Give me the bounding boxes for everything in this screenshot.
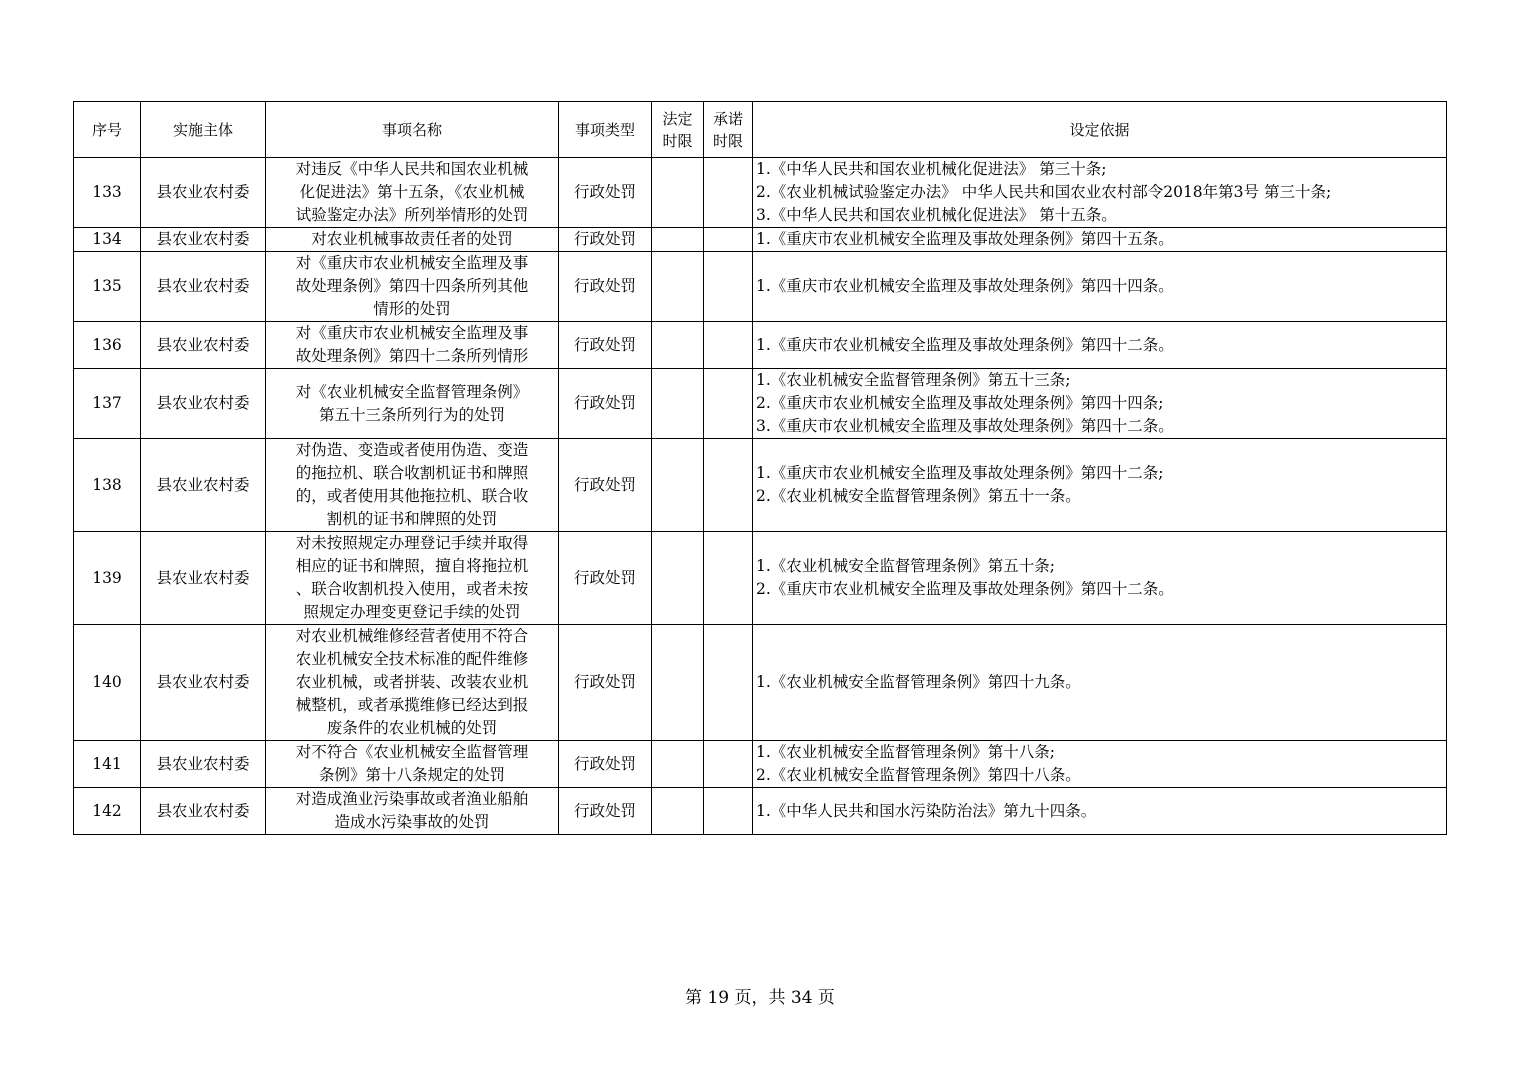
cell-item-type: 行政处罚 (559, 741, 652, 788)
cell-item-name-line: 第五十三条所列行为的处罚 (318, 405, 505, 424)
cell-promise-limit (704, 741, 753, 788)
cell-item-name-line: 械整机，或者承揽维修已经达到报 (295, 696, 529, 714)
cell-item-name-line: 对造成渔业污染事故或者渔业船舶 (295, 790, 529, 808)
cell-basis (753, 369, 1447, 439)
table-row (74, 439, 1447, 532)
table-row (74, 625, 1447, 741)
cell-subject: 县农业农村委 (141, 252, 266, 322)
cell-item-name (266, 788, 559, 835)
cell-basis-line: 1.《中华人民共和国农业机械化促进法》 第三十条; (756, 160, 1107, 178)
cell-item-name-line: 对农业机械维修经营者使用不符合 (295, 627, 529, 645)
cell-basis-line: 2.《重庆市农业机械安全监理及事故处理条例》第四十二条。 (756, 580, 1174, 598)
cell-item-name-line: 情形的处罚 (373, 300, 451, 318)
cell-basis-line: 2.《农业机械安全监督管理条例》第四十八条。 (756, 766, 1081, 784)
cell-item-name-line: 废条件的农业机械的处罚 (326, 719, 498, 737)
cell-item-name (266, 439, 559, 532)
cell-item-name-line: 对违反《中华人民共和国农业机械 (295, 160, 529, 178)
cell-legal-limit (652, 788, 704, 835)
cell-legal-limit (652, 322, 704, 369)
cell-basis-line: 3.《重庆市农业机械安全监理及事故处理条例》第四十二条。 (756, 417, 1174, 435)
cell-seq: 141 (74, 741, 141, 788)
cell-subject: 县农业农村委 (141, 788, 266, 835)
cell-basis-line: 1.《农业机械安全监督管理条例》第十八条; (756, 743, 1056, 761)
cell-item-name-line: 对不符合《农业机械安全监督管理 (295, 743, 529, 761)
header-basis: 设定依据 (753, 102, 1447, 158)
cell-item-name-line: 条例》第十八条规定的处罚 (318, 766, 505, 784)
cell-basis-line: 1.《农业机械安全监督管理条例》第五十条; (756, 557, 1056, 575)
cell-item-name (266, 741, 559, 788)
table-body (74, 158, 1447, 835)
header-legal-limit-line: 法定 (662, 109, 693, 128)
cell-promise-limit (704, 158, 753, 228)
cell-basis-line: 1.《中华人民共和国水污染防治法》第九十四条。 (756, 801, 1097, 820)
cell-item-name-line: 农业机械安全技术标准的配件维修 (295, 650, 529, 668)
cell-basis (753, 439, 1447, 532)
cell-item-type: 行政处罚 (559, 439, 652, 532)
header-item-type: 事项类型 (559, 102, 652, 158)
cell-legal-limit (652, 439, 704, 532)
cell-basis (753, 252, 1447, 322)
cell-basis (753, 228, 1447, 252)
header-row (74, 102, 1447, 158)
cell-item-name-line: 的拖拉机、联合收割机证书和牌照 (295, 464, 529, 482)
cell-item-name-line: 对《重庆市农业机械安全监理及事 (295, 324, 529, 342)
cell-basis-line: 1.《重庆市农业机械安全监理及事故处理条例》第四十五条。 (756, 230, 1174, 248)
cell-legal-limit (652, 741, 704, 788)
cell-basis-line: 1.《农业机械安全监督管理条例》第四十九条。 (756, 673, 1081, 691)
permissions-table (73, 101, 1447, 835)
cell-promise-limit (704, 439, 753, 532)
header-subject: 实施主体 (141, 102, 266, 158)
cell-promise-limit (704, 322, 753, 369)
cell-seq: 134 (74, 228, 141, 252)
cell-basis-line: 1.《重庆市农业机械安全监理及事故处理条例》第四十四条。 (756, 277, 1174, 295)
cell-item-name-line: 的，或者使用其他拖拉机、联合收 (295, 487, 529, 505)
cell-subject: 县农业农村委 (141, 228, 266, 252)
table-row (74, 252, 1447, 322)
cell-seq: 140 (74, 625, 141, 741)
cell-basis-line: 2.《农业机械安全监督管理条例》第五十一条。 (756, 487, 1081, 505)
cell-promise-limit (704, 532, 753, 625)
cell-item-name (266, 322, 559, 369)
cell-basis-line: 3.《中华人民共和国农业机械化促进法》 第十五条。 (756, 206, 1117, 224)
cell-subject: 县农业农村委 (141, 741, 266, 788)
cell-item-name-line: 化促进法》第十五条，《农业机械 (299, 183, 525, 201)
table-row (74, 532, 1447, 625)
cell-seq: 139 (74, 532, 141, 625)
cell-item-name-line: 故处理条例》第四十二条所列情形 (295, 347, 529, 365)
cell-subject: 县农业农村委 (141, 322, 266, 369)
cell-basis-line: 1.《农业机械安全监督管理条例》第五十三条; (756, 371, 1071, 389)
cell-item-name (266, 532, 559, 625)
cell-seq: 133 (74, 158, 141, 228)
cell-basis-line: 1.《重庆市农业机械安全监理及事故处理条例》第四十二条; (756, 464, 1164, 482)
cell-item-name-line: 对未按照规定办理登记手续并取得 (295, 534, 529, 552)
cell-item-name-line: 农业机械，或者拼装、改装农业机 (295, 673, 529, 691)
cell-basis-line: 2.《重庆市农业机械安全监理及事故处理条例》第四十四条; (756, 394, 1164, 412)
cell-subject: 县农业农村委 (141, 439, 266, 532)
cell-item-name-line: 相应的证书和牌照，擅自将拖拉机 (295, 557, 529, 575)
cell-basis (753, 741, 1447, 788)
cell-item-type: 行政处罚 (559, 369, 652, 439)
cell-legal-limit (652, 228, 704, 252)
table-row (74, 788, 1447, 835)
cell-item-name-line: 、联合收割机投入使用，或者未按 (295, 580, 529, 598)
cell-item-name-line: 对《重庆市农业机械安全监理及事 (295, 254, 529, 272)
cell-legal-limit (652, 369, 704, 439)
cell-promise-limit (704, 625, 753, 741)
cell-item-name-line: 对伪造、变造或者使用伪造、变造 (295, 441, 529, 459)
header-promise-limit-line: 承诺 (712, 109, 743, 128)
header-promise-limit-line: 时限 (712, 131, 743, 150)
cell-item-name (266, 369, 559, 439)
header-legal-limit (652, 102, 704, 158)
cell-subject: 县农业农村委 (141, 625, 266, 741)
cell-item-type: 行政处罚 (559, 252, 652, 322)
header-promise-limit (704, 102, 753, 158)
cell-basis-line: 2.《农业机械试验鉴定办法》 中华人民共和国农业农村部令2018年第3号 第三十条; (756, 183, 1332, 201)
cell-item-name-line: 对农业机械事故责任者的处罚 (311, 230, 513, 248)
cell-basis-line: 1.《重庆市农业机械安全监理及事故处理条例》第四十二条。 (756, 335, 1174, 354)
cell-item-name (266, 252, 559, 322)
cell-promise-limit (704, 228, 753, 252)
cell-item-name (266, 625, 559, 741)
cell-seq: 138 (74, 439, 141, 532)
cell-item-type: 行政处罚 (559, 788, 652, 835)
cell-basis (753, 788, 1447, 835)
header-item-name: 事项名称 (266, 102, 559, 158)
cell-item-name-line: 故处理条例》第四十四条所列其他 (295, 277, 529, 295)
table-row (74, 369, 1447, 439)
cell-seq: 137 (74, 369, 141, 439)
cell-basis (753, 322, 1447, 369)
table-row (74, 158, 1447, 228)
cell-legal-limit (652, 252, 704, 322)
cell-item-type: 行政处罚 (559, 322, 652, 369)
cell-item-type: 行政处罚 (559, 532, 652, 625)
cell-item-name (266, 158, 559, 228)
cell-item-name-line: 照规定办理变更登记手续的处罚 (303, 603, 521, 621)
cell-legal-limit (652, 625, 704, 741)
header-legal-limit-line: 时限 (662, 131, 693, 150)
cell-seq: 135 (74, 252, 141, 322)
table-row (74, 228, 1447, 252)
cell-item-name-line: 试验鉴定办法》所列举情形的处罚 (295, 206, 529, 224)
cell-legal-limit (652, 158, 704, 228)
cell-promise-limit (704, 369, 753, 439)
cell-item-name-line: 对《农业机械安全监督管理条例》 (295, 382, 529, 401)
cell-basis (753, 532, 1447, 625)
cell-promise-limit (704, 788, 753, 835)
cell-legal-limit (652, 532, 704, 625)
cell-basis (753, 158, 1447, 228)
cell-item-type: 行政处罚 (559, 228, 652, 252)
cell-item-name-line: 割机的证书和牌照的处罚 (326, 510, 498, 528)
cell-subject: 县农业农村委 (141, 369, 266, 439)
cell-promise-limit (704, 252, 753, 322)
cell-item-type: 行政处罚 (559, 625, 652, 741)
cell-subject: 县农业农村委 (141, 532, 266, 625)
cell-seq: 142 (74, 788, 141, 835)
table-row (74, 322, 1447, 369)
page-number: 第 19 页，共 34 页 (685, 988, 835, 1008)
cell-item-type: 行政处罚 (559, 158, 652, 228)
cell-item-name (266, 228, 559, 252)
table-row (74, 741, 1447, 788)
cell-basis (753, 625, 1447, 741)
header-seq: 序号 (74, 102, 141, 158)
cell-seq: 136 (74, 322, 141, 369)
cell-subject: 县农业农村委 (141, 158, 266, 228)
cell-item-name-line: 造成水污染事故的处罚 (334, 813, 490, 831)
